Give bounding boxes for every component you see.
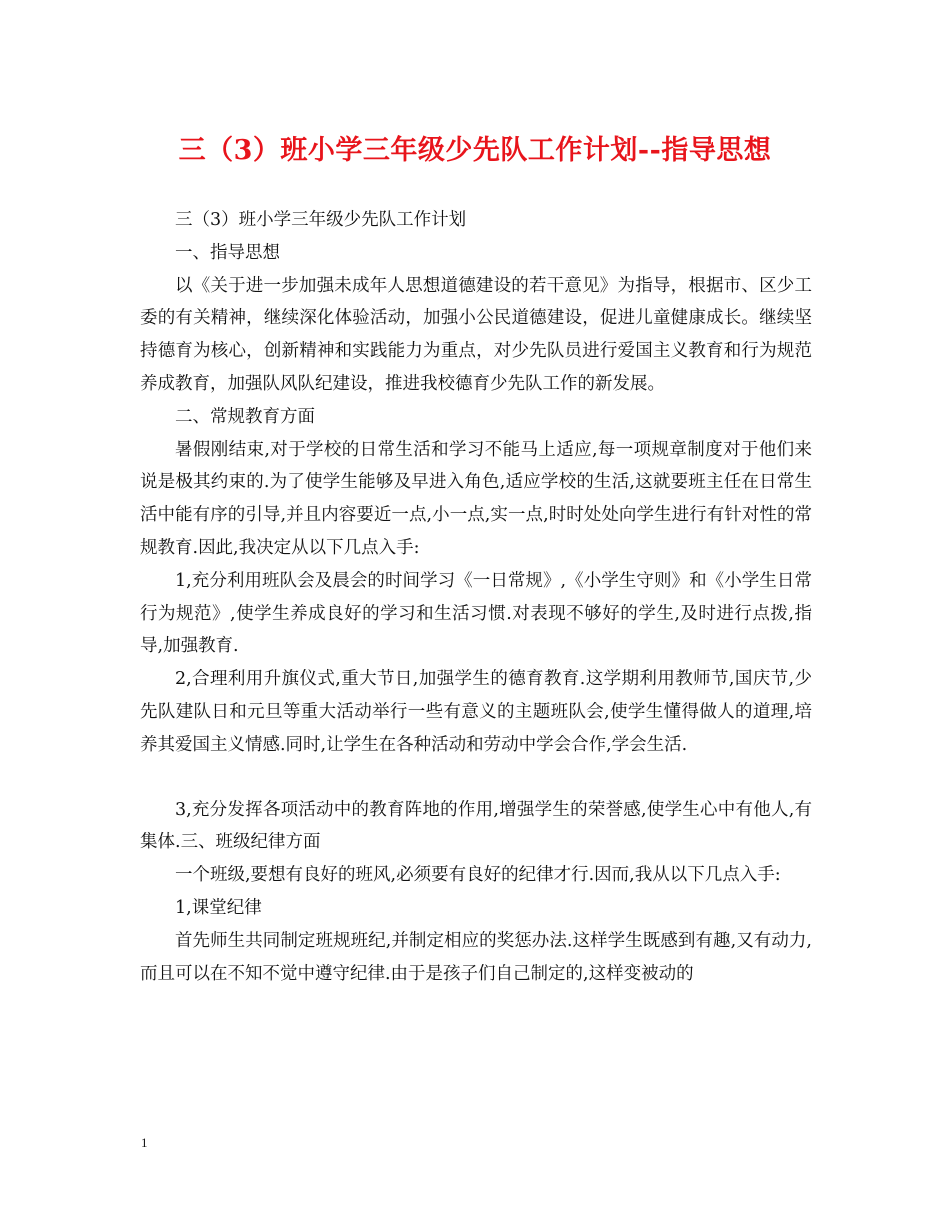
document-body — [140, 204, 812, 990]
document-title: 三（3）班小学三年级少先队工作计划--指导思想 — [178, 135, 772, 166]
paragraph-routine-education: 暑假刚结束,对于学校的日常生活和学习不能马上适应,每一项规章制度对于他们来说是极其约束的.为了使学生能够及早进入角色,适应学校的生活,这就要班主任在日常生活中能有序的引导,并且内容要近一点,小一点,实一点,时时处处向学生进行有针对性的常规教育.因此,我决定从以下几点入手: — [140, 439, 812, 558]
section-heading-guiding-ideology: 一、指导思想 — [175, 242, 280, 263]
page-number: 1 — [141, 1135, 148, 1150]
paragraph-guiding-ideology: 以《关于进一步加强未成年人思想道德建设的若干意见》为指导，根据市、区少工委的有关精神，继续深化体验活动，加强小公民道德建设，促进儿童健康成长。继续坚持德育为核心，创新精神和实践能力为重点，对少先队员进行爱国主义教育和行为规范养成教育，加强队风队纪建设，推进我校德育少先队工作的新发展。 — [140, 275, 812, 394]
paragraph-item-1: 1,充分利用班队会及晨会的时间学习《一日常规》,《小学生守则》和《小学生日常行为规范》,使学生养成良好的学习和生活习惯.对表现不够好的学生,及时进行点拨,指导,加强教育. — [140, 570, 812, 657]
paragraph-class-discipline: 一个班级,要想有良好的班风,必须要有良好的纪律才行.因而,我从以下几点入手: — [175, 865, 781, 886]
subheading-classroom-discipline: 1,课堂纪律 — [175, 897, 262, 918]
paragraph-classroom-rules: 首先师生共同制定班规班纪,并制定相应的奖惩办法.这样学生既感到有趣,又有动力,而且可以在不知不觉中遵守纪律.由于是孩子们自己制定的,这样变被动的 — [140, 930, 812, 984]
plan-heading: 三（3）班小学三年级少先队工作计划 — [175, 210, 467, 230]
paragraph-item-3: 3,充分发挥各项活动中的教育阵地的作用,增强学生的荣誉感,使学生心中有他人,有集体.三、班级纪律方面 — [140, 799, 812, 853]
paragraph-item-2: 2,合理利用升旗仪式,重大节日,加强学生的德育教育.这学期利用教师节,国庆节,少先队建队日和元旦等重大活动举行一些有意义的主题班队会,使学生懂得做人的道理,培养其爱国主义情感.同时,让学生在各种活动和劳动中学会合作,学会生活. — [140, 669, 812, 755]
section-heading-routine-education: 二、常规教育方面 — [175, 406, 315, 427]
